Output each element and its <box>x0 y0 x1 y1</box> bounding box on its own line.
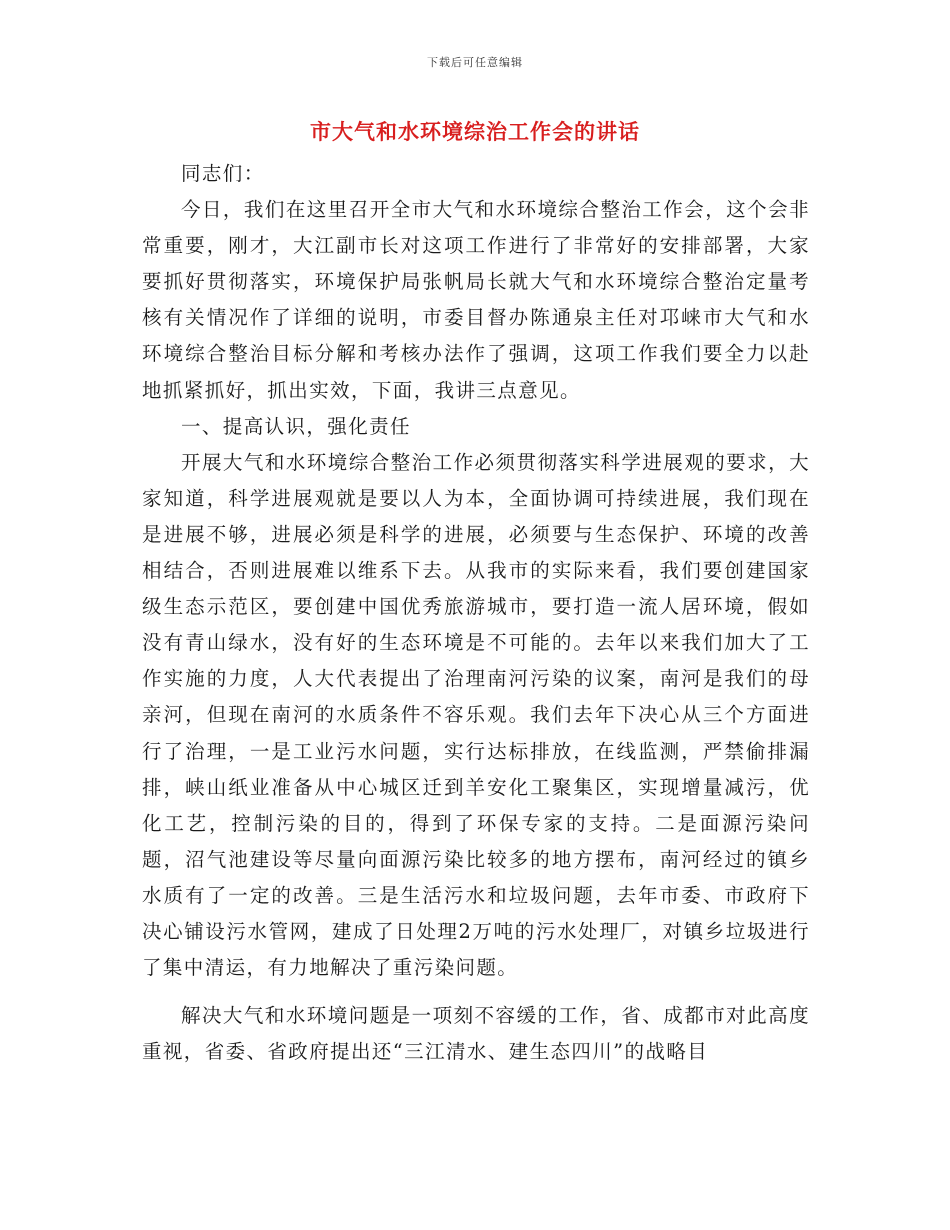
section-heading: 一、提高认识，强化责任 <box>181 414 411 438</box>
body-paragraph: 开展大气和水环境综合整治工作必须贯彻落实科学进展观的要求，大家知道，科学进展观就是要以人为本，全面协调可持续进展，我们现在是进展不够，进展必须是科学的进展，必须要与生态保护、环境的改善相结合，否则进展难以维系下去。从我市的实际来看，我们要创建国家级生态示范区，要创建中国优秀旅游城市，要打造一流人居环境，假如没有青山绿水，没有好的生态环境是不可能的。去年以来我们加大了工作实施的力度，人大代表提出了治理南河污染的议案，南河是我们的母亲河，但现在南河的水质条件不容乐观。我们去年下决心从三个方面进行了治理，一是工业污水问题，实行达标排放，在线监测，严禁偷排漏排，峡山纸业准备从中心城区迁到羊安化工聚集区，实现增量减污，优化工艺，控制污染的目的，得到了环保专家的支持。二是面源污染问题，沼气池建设等尽量向面源污染比较多的地方摆布，南河经过的镇乡水质有了一定的改善。三是生活污水和垃圾问题，去年市委、市政府下决心铺设污水管网，建成了日处理2万吨的污水处理厂，对镇乡垃圾进行了集中清运，有力地解决了重污染问题。 <box>142 450 810 980</box>
body-paragraph: 今日，我们在这里召开全市大气和水环境综合整治工作会，这个会非常重要，刚才，大江副市长对这项工作进行了非常好的安排部署，大家要抓好贯彻落实，环境保护局张帆局长就大气和水环境综合整治定量考核有关情况作了详细的说明，市委目督办陈通泉主任对邛崃市大气和水环境综合整治目标分解和考核办法作了强调，这项工作我们要全力以赴地抓紧抓好，抓出实效，下面，我讲三点意见。 <box>142 198 810 402</box>
salutation-paragraph: 同志们： <box>181 162 265 185</box>
document-body <box>142 156 810 1070</box>
page-header-watermark: 下载后可任意编辑 <box>427 56 523 69</box>
body-paragraph: 解决大气和水环境问题是一项刻不容缓的工作，省、成都市对此高度重视，省委、省政府提出还“三江清水、建生态四川”的战略目 <box>142 1004 810 1064</box>
document-title: 市大气和水环境综治工作会的讲话 <box>310 119 640 144</box>
